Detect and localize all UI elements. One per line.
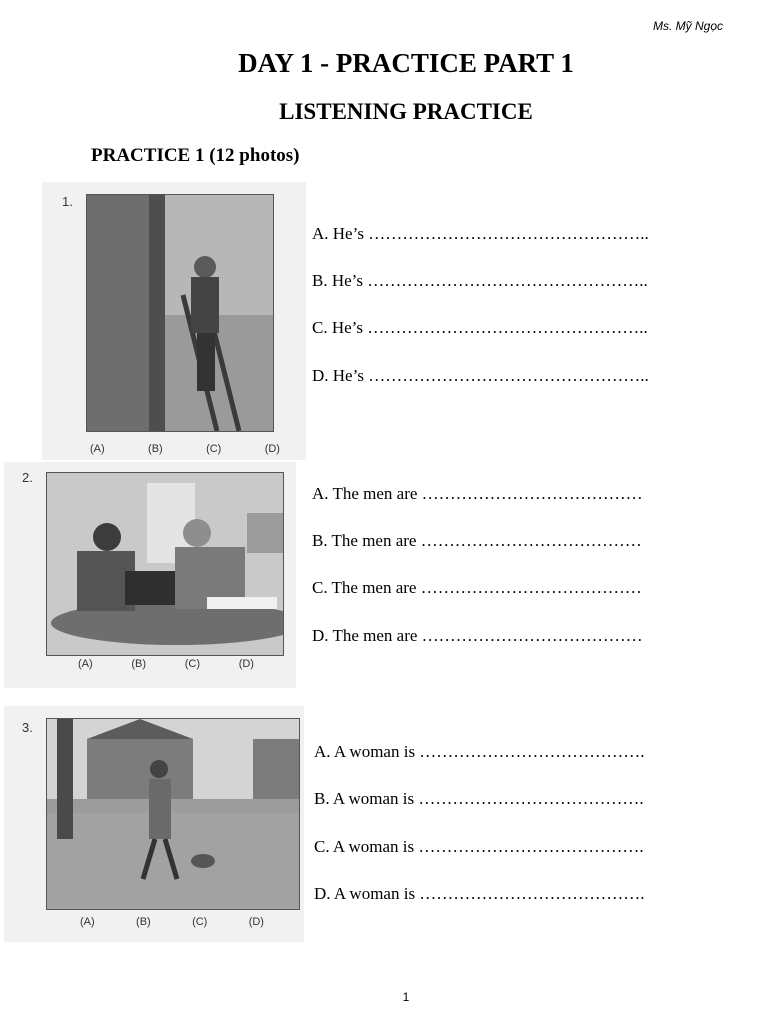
answer-line-c: C. The men are ………………………………… — [312, 578, 642, 597]
practice-heading: PRACTICE 1 (12 photos) — [91, 145, 300, 166]
answer-line-d: D. He’s ………………………………………….. — [312, 366, 649, 385]
option-b-label: (B) — [136, 916, 151, 928]
answer-options-row — [78, 658, 254, 670]
author-name: Ms. Mỹ Ngọc — [652, 19, 723, 33]
page-number: 1 — [402, 990, 410, 1004]
option-a-label: (A) — [90, 443, 105, 455]
page-title: DAY 1 - PRACTICE PART 1 — [238, 48, 574, 78]
answer-line-d: D. A woman is …………………………………. — [314, 884, 645, 903]
answer-line-a: A. A woman is …………………………………. — [314, 742, 645, 761]
question-number: 1. — [62, 194, 73, 209]
option-d-label: (D) — [264, 443, 280, 455]
option-b-label: (B) — [131, 658, 147, 670]
option-a-label: (A) — [78, 658, 93, 670]
option-c-label: (C) — [192, 916, 208, 928]
question-2-photo — [4, 462, 296, 688]
answer-line-b: B. A woman is …………………………………. — [314, 789, 644, 808]
answer-line-c: C. A woman is …………………………………. — [314, 837, 644, 856]
photo-man-on-ladder — [86, 194, 274, 432]
answer-options-row — [90, 443, 280, 455]
question-3-photo — [4, 706, 304, 942]
option-c-label: (C) — [206, 443, 222, 455]
question-number: 3. — [22, 720, 33, 735]
answer-line-d: D. The men are ………………………………… — [312, 626, 643, 645]
answer-line-b: B. The men are ………………………………… — [312, 531, 642, 550]
page-subtitle: LISTENING PRACTICE — [279, 99, 533, 124]
option-c-label: (C) — [184, 658, 200, 670]
answer-options-row — [80, 916, 264, 928]
answer-line-a: A. He’s ………………………………………….. — [312, 224, 649, 243]
photo-two-men-at-table — [46, 472, 284, 656]
option-b-label: (B) — [148, 443, 163, 455]
question-number: 2. — [22, 470, 33, 485]
question-1-photo — [42, 182, 306, 460]
answer-line-b: B. He’s ………………………………………….. — [312, 271, 648, 290]
answer-line-c: C. He’s ………………………………………….. — [312, 318, 648, 337]
photo-woman-walking-dog — [46, 718, 300, 910]
answer-line-a: A. The men are ………………………………… — [312, 484, 643, 503]
option-d-label: (D) — [248, 916, 264, 928]
option-a-label: (A) — [80, 916, 95, 928]
option-d-label: (D) — [238, 658, 254, 670]
